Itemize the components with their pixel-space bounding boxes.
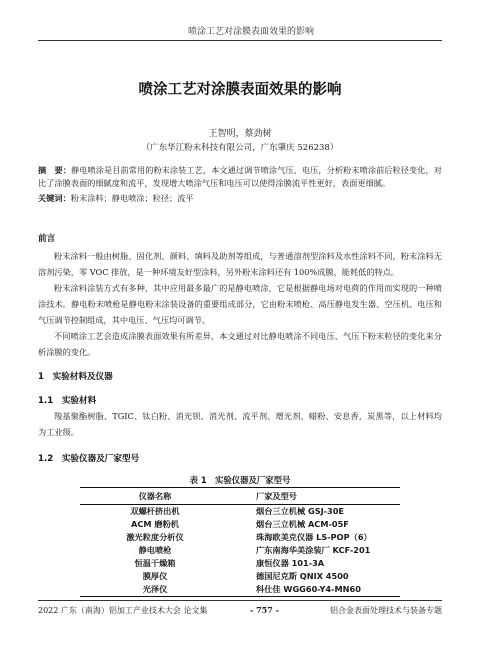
table-cell: 广东南海华美涂装厂 KCF-201 (256, 545, 371, 555)
table-cell: 烟台三立机械 ACM-05F (256, 519, 349, 529)
footer-topic: 铝合金表面处理技术与装备专题 (330, 606, 442, 615)
paragraph-preface-3: 不同喷涂工艺会造成涂膜表面效果有所差异，本文通过对比静电喷涂不同电压、气压下粉末粒径的变化来分析涂膜的变化。 (38, 331, 442, 357)
paragraph-preface-2: 粉末涂料涂装方式有多种，其中应用最多最广的是静电喷涂，它是根据静电场对电荷的作用而实现的一种喷涂技术。静电粉末喷枪是静电粉末涂装设备的重要组成部分，它由粉末喷枪、高压静电发生器、空压机、电压和气压调节控制组成，其中电压、气压均可调节。 (38, 283, 442, 325)
table-header-cell: 仪器名称 (80, 488, 230, 505)
table-cell: 光泽仪 (80, 583, 230, 597)
table-row (80, 505, 400, 519)
table-cell: ACM 磨粉机 (131, 519, 179, 529)
footer-proceedings: 2022 广东（南海）铝加工产业技术大会 论文集 (38, 606, 208, 615)
table-cell: 康恒仪器 101-3A (256, 558, 325, 568)
paper-title: 喷涂工艺对涂膜表面效果的影响 (138, 82, 342, 98)
running-head (38, 22, 442, 41)
section-heading-1: 1 实验材料及仪器 (38, 372, 113, 382)
table-header-row (80, 488, 400, 505)
table-row (80, 518, 400, 531)
paragraph-1-1: 羧基聚酯树脂、TGIC、钛白粉、消光钡、消光剂、流平剂、增光剂、蜡粉、安息香，炭黑等，以上材料均为工业级。 (38, 411, 442, 437)
instrument-table (80, 487, 400, 597)
table-cell: 双螺杆挤出机 (130, 506, 180, 516)
paragraph-preface-1: 粉末涂料一般由树脂、固化剂、颜料、填料及助剂等组成，与普通溶剂型涂料及水性涂料不同，粉末涂料无溶剂污染，零 VOC 排放，是一种环境友好型涂料，另外粉末涂料还有 100%成膜，能耗低的特点。 (38, 251, 442, 277)
page-number: - 757 - (250, 605, 279, 615)
table-cell: 德国尼克斯 QNIX 4500 (256, 571, 349, 581)
abstract-text: 静电喷涂是目前常用的粉末涂装工艺，本文通过调节喷涂气压、电压，分析粉末喷涂前后粒径变化，对比了涂膜表面的细腻度和流平，发现增大喷涂气压和电压可以使得涂膜流平性更好，表面更细腻。 (38, 165, 442, 188)
section-heading-1-2: 1.2 实验仪器及厂家型号 (38, 454, 140, 464)
keywords-label: 关键词： (38, 193, 71, 203)
table-row (80, 544, 400, 557)
table-row (80, 583, 400, 597)
table-cell: 膜厚仪 (142, 571, 168, 581)
keywords-text: 粉末涂料；静电喷涂；粒径；流平 (70, 193, 194, 203)
table-row (80, 557, 400, 570)
abstract-label: 摘 要： (38, 165, 71, 175)
table-cell: 科仕佳 WGG60-Y4-MN60 (230, 583, 400, 597)
table-cell: 珠海欧美克仪器 LS-POP（6） (256, 532, 372, 542)
table-cell: 烟台三立机械 GSJ-30E (256, 506, 345, 516)
abstract (38, 164, 442, 190)
table-cell: 激光粒度分析仪 (126, 532, 184, 542)
table-cell: 恒温干燥箱 (134, 558, 176, 568)
table-caption: 表 1 实验仪器及厂家型号 (189, 475, 291, 485)
table-row (80, 531, 400, 544)
table-header-cell: 厂家及型号 (230, 488, 400, 505)
section-heading-1-1: 1.1 实验材料 (38, 396, 97, 406)
table-cell: 静电喷枪 (138, 545, 172, 555)
page-footer (38, 600, 442, 619)
table-row (80, 570, 400, 583)
authors: 王智明，蔡劲树 (208, 129, 272, 139)
section-heading-preface: 前言 (38, 234, 56, 244)
running-head-text: 喷涂工艺对涂膜表面效果的影响 (188, 27, 315, 37)
affiliation: （广东华江粉末科技有限公司，广东肇庆 526238） (141, 143, 339, 153)
keywords (38, 192, 442, 205)
